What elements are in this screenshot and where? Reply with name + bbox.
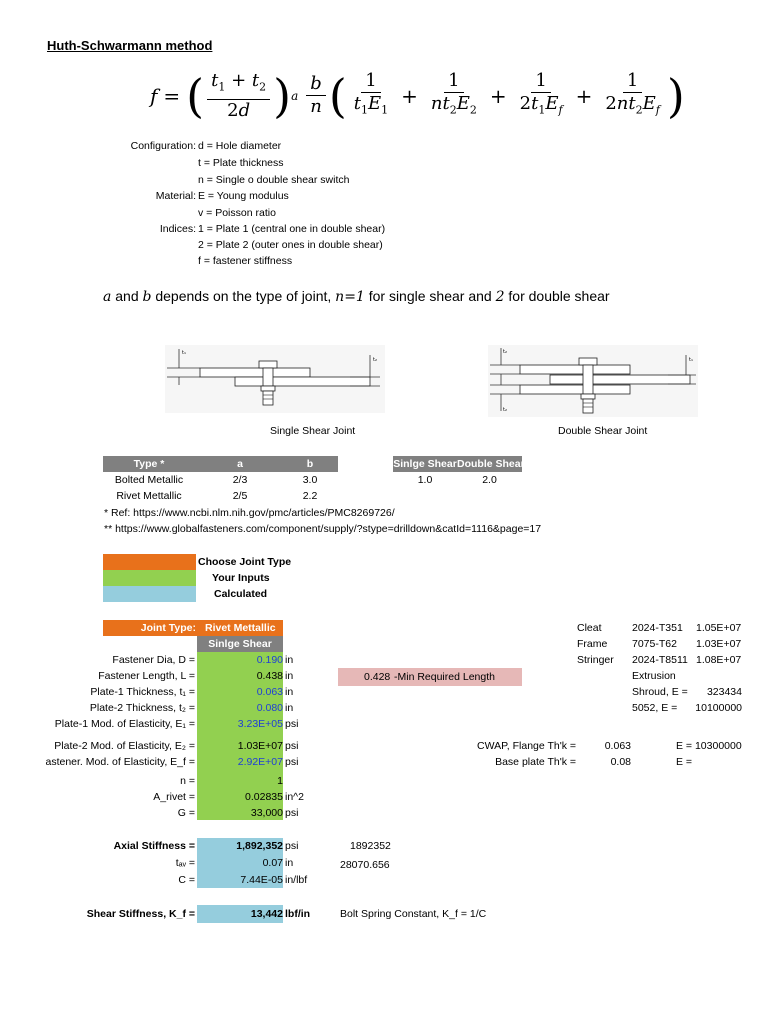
double-shear-value: 2.0 xyxy=(482,474,497,486)
single-shear-value: 1.0 xyxy=(417,474,433,486)
plate2-thickness-input[interactable]: 0.080 xyxy=(256,702,283,714)
config-text: f = fastener stiffness xyxy=(198,255,293,267)
input-label: Fastener Length, L = xyxy=(98,670,195,682)
single-shear-diagram xyxy=(165,345,385,413)
config-text: 1 = Plate 1 (central one in double shear) xyxy=(198,223,386,235)
unit-label: in xyxy=(285,654,294,666)
axial-side-value: 1892352 xyxy=(350,840,391,852)
double-shear-label: Double Shear Joint xyxy=(558,425,648,437)
shear-type-cell: Sinlge Shear xyxy=(197,636,283,652)
axial-stiffness-label: Axial Stiffness = xyxy=(113,840,195,852)
tav-value: 0.07 xyxy=(262,857,283,869)
min-length-value: 0.428 xyxy=(364,671,391,683)
cwap-flange-e: E = 10300000 xyxy=(676,740,742,752)
shear-stiffness-label: Shear Stiffness, K_f = xyxy=(86,908,195,920)
single-shear-header: Sinlge Shear xyxy=(393,458,457,470)
material-modulus: 1.08E+07 xyxy=(696,654,742,666)
input-label: G = xyxy=(177,807,195,819)
b-cell: 2.2 xyxy=(302,490,318,502)
unit-label: psi xyxy=(285,840,299,852)
config-text: E = Young modulus xyxy=(198,190,289,202)
t2-label: t₂ xyxy=(373,357,377,363)
unit-label: psi xyxy=(285,740,299,752)
svg-text:t₂: t₂ xyxy=(503,349,507,355)
material-name: Cleat xyxy=(577,622,602,634)
input-label: Plate-1 Mod. of Elasticity, E₁ = xyxy=(54,718,195,730)
g-input[interactable]: 33,000 xyxy=(250,807,283,819)
b-cell: 3.0 xyxy=(302,474,318,486)
base-plate-value: 0.08 xyxy=(610,756,631,768)
svg-text:t₁: t₁ xyxy=(689,357,693,363)
legend-swatch-blue xyxy=(103,586,196,602)
joint-type-label: Joint Type: xyxy=(140,622,196,634)
shear-note: Bolt Spring Constant, K_f = 1/C xyxy=(340,908,487,920)
material-name: Stringer xyxy=(577,654,614,666)
material-grade: Extrusion xyxy=(632,670,676,682)
double-shear-diagram xyxy=(488,345,698,417)
legend-swatch-green xyxy=(103,570,196,586)
plate1-modulus-input[interactable]: 3.23E+05 xyxy=(237,718,283,730)
legend-inputs: Your Inputs xyxy=(212,572,270,584)
axial-stiffness-value: 1,892,352 xyxy=(236,840,283,852)
input-label: A_rivet = xyxy=(153,791,195,803)
huth-formula: f = ( $\frac{t_1 + t_2}{2d}$ ) a $\frac{b}{n}$ ( $\frac{1}{t_1E_1}$ + $\frac{1}{nt_2E_2}$ + $\frac{1}{2t_1E_f}$ + $\frac{1}{2nt_2E_f}$ ) xyxy=(150,68,685,123)
material-grade: 7075-T62 xyxy=(632,638,677,650)
unit-label: in xyxy=(285,702,294,714)
config-text: d = Hole diameter xyxy=(198,140,282,152)
unit-label: in/lbf xyxy=(285,874,308,886)
svg-text:t₂: t₂ xyxy=(503,407,507,413)
input-label: Plate-1 Thickness, t₁ = xyxy=(90,686,195,698)
legend-choose: Choose Joint Type xyxy=(198,556,292,568)
unit-label: in xyxy=(285,686,294,698)
a-rivet-value: 0.02835 xyxy=(245,791,283,803)
cwap-flange-label: CWAP, Flange Th'k = xyxy=(477,740,576,752)
material-modulus: 10100000 xyxy=(695,702,742,714)
input-label: astener. Mod. of Elasticity, E_f = xyxy=(45,756,195,768)
b-header: b xyxy=(306,458,314,470)
unit-label: in xyxy=(285,857,294,869)
type-cell: Bolted Metallic xyxy=(114,474,184,486)
material-name: Frame xyxy=(577,638,608,650)
material-modulus: 1.05E+07 xyxy=(696,622,742,634)
tav-side-value: 28070.656 xyxy=(340,859,390,871)
min-length-text: -Min Required Length xyxy=(394,671,495,683)
joint-type-select[interactable]: Rivet Mettallic xyxy=(205,622,276,634)
n-input[interactable]: 1 xyxy=(277,775,283,787)
material-grade: 2024-T351 xyxy=(632,622,683,634)
plate1-thickness-input[interactable]: 0.063 xyxy=(256,686,283,698)
material-modulus: 323434 xyxy=(706,686,742,698)
input-label: Plate-2 Thickness, t₂ = xyxy=(89,702,195,714)
base-plate-label: Base plate Th'k = xyxy=(495,756,576,768)
material-grade: Shroud, E = xyxy=(632,686,688,698)
config-text: n = Single o double shear switch xyxy=(198,174,350,186)
legend-swatch-orange xyxy=(103,554,196,570)
unit-label: psi xyxy=(285,718,299,730)
a-cell: 2/3 xyxy=(232,474,248,486)
input-label: Fastener Dia, D = xyxy=(112,654,195,666)
shear-stiffness-value: 13,442 xyxy=(250,908,283,920)
material-modulus: 1.03E+07 xyxy=(696,638,742,650)
reference-link[interactable]: ** https://www.globalfasteners.com/component/supply/?stype=drilldown&catId=1116&page=17 xyxy=(104,523,542,535)
material-grade: 5052, E = xyxy=(632,702,678,714)
single-shear-label: Single Shear Joint xyxy=(270,425,356,437)
legend-calculated: Calculated xyxy=(214,588,268,600)
plate2-modulus-input[interactable]: 1.03E+07 xyxy=(237,740,283,752)
fastener-length-input[interactable]: 0.438 xyxy=(256,670,283,682)
reference-link[interactable]: * Ref: https://www.ncbi.nlm.nih.gov/pmc/articles/PMC8269726/ xyxy=(104,507,395,519)
material-grade: 2024-T8511 xyxy=(632,654,688,666)
fastener-dia-input[interactable]: 0.190 xyxy=(256,654,283,666)
c-label: C = xyxy=(178,874,195,886)
fastener-modulus-input[interactable]: 2.92E+07 xyxy=(237,756,283,768)
config-label: Configuration: xyxy=(130,140,196,152)
a-cell: 2/5 xyxy=(232,490,248,502)
c-value: 7.44E-05 xyxy=(240,874,283,886)
unit-label: psi xyxy=(285,807,299,819)
t1-label: t₁ xyxy=(182,350,186,356)
note-a: a xyxy=(103,289,112,305)
input-label: Plate-2 Mod. of Elasticity, E₂ = xyxy=(54,740,195,752)
base-plate-e: E = xyxy=(676,756,693,768)
a-header: a xyxy=(237,458,243,470)
tav-label: tₐᵥ = xyxy=(175,857,195,869)
unit-label: psi xyxy=(285,756,299,768)
cwap-flange-value: 0.063 xyxy=(604,740,631,752)
unit-label: in xyxy=(285,670,294,682)
type-header: Type * xyxy=(133,458,165,470)
joint-note: a and b depends on the type of joint, n=1 for single shear and 2 for double shear xyxy=(103,288,610,305)
config-label: Material: xyxy=(155,190,196,202)
config-label: Indices: xyxy=(159,223,196,235)
input-label: n = xyxy=(180,775,195,787)
config-text: 2 = Plate 2 (outer ones in double shear) xyxy=(198,239,383,251)
unit-label: lbf/in xyxy=(285,908,311,920)
double-shear-header: Double Shear xyxy=(457,458,525,470)
page-title: Huth-Schwarmann method xyxy=(47,38,213,53)
config-text: t = Plate thickness xyxy=(198,157,284,169)
type-cell: Rivet Mettallic xyxy=(116,490,182,502)
unit-label: in^2 xyxy=(285,791,304,803)
config-text: v = Poisson ratio xyxy=(198,207,276,219)
